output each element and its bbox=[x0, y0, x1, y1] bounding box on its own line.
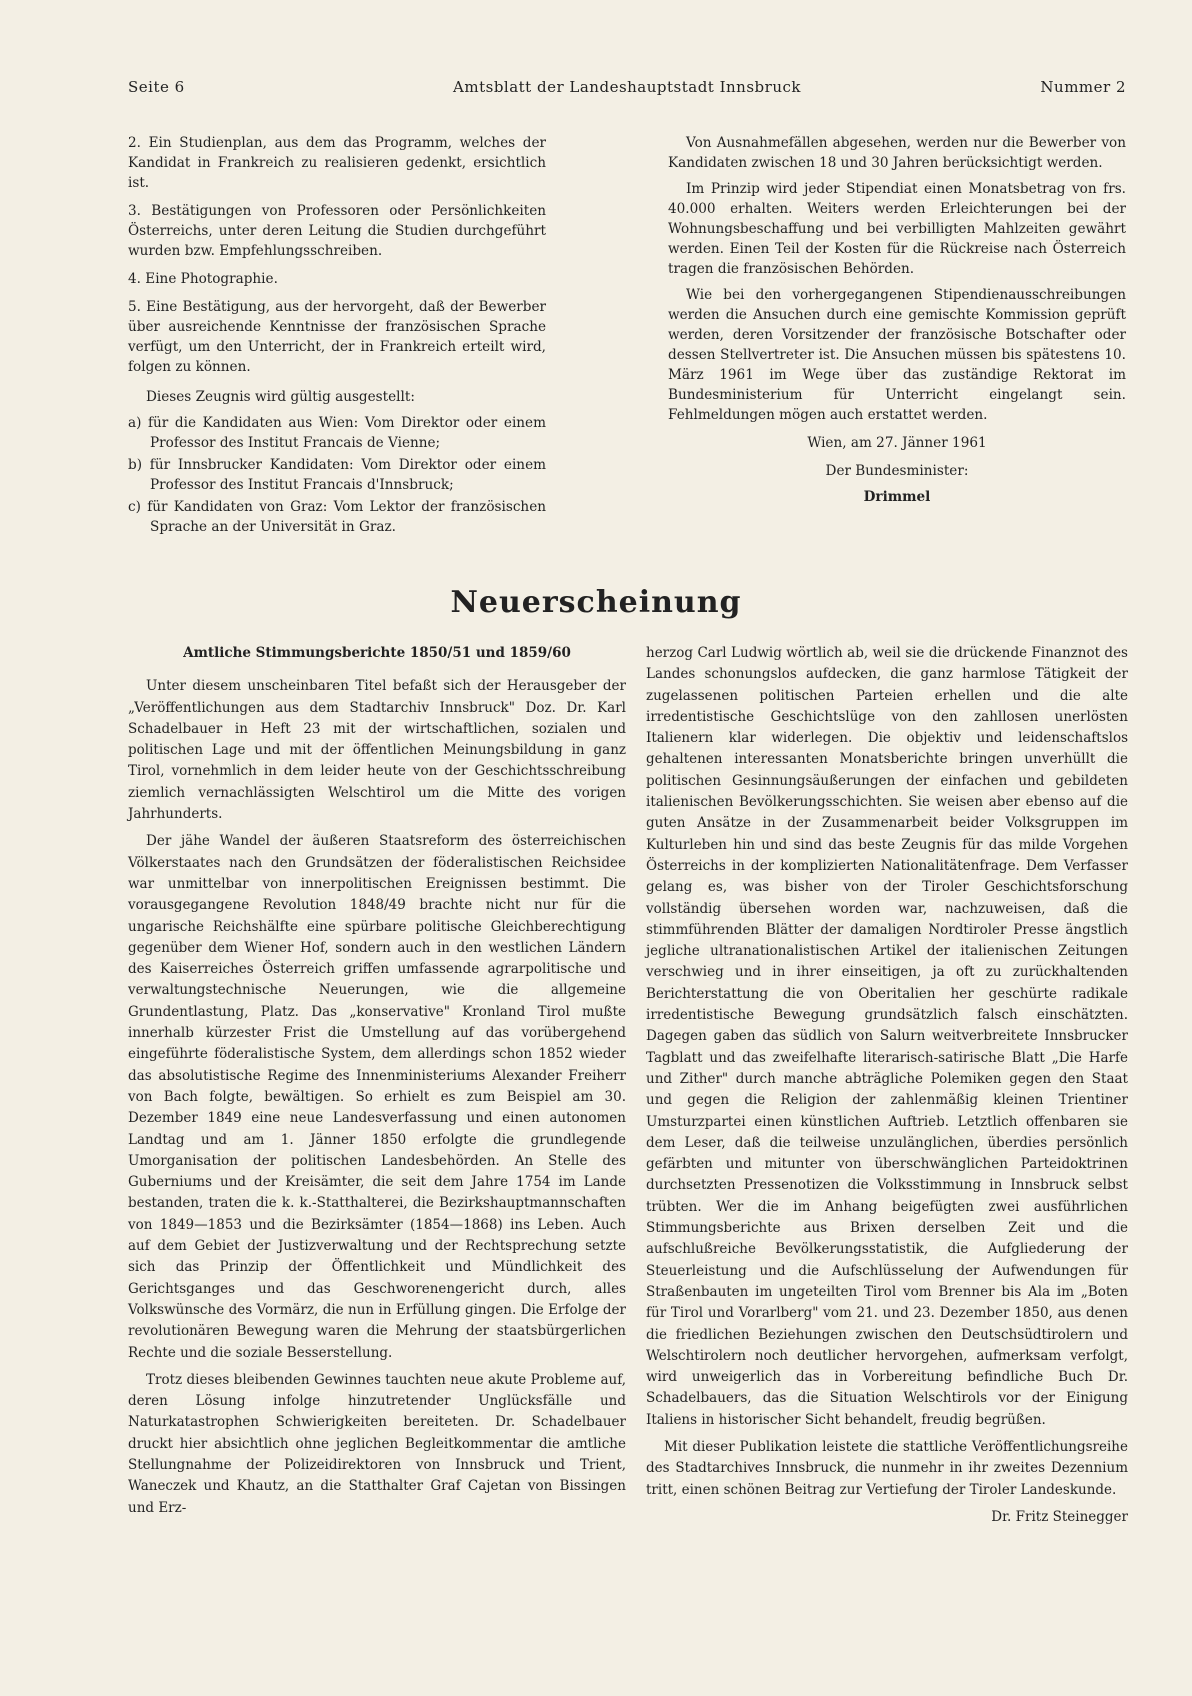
sub-item: b) für Innsbrucker Kandidaten: Vom Direktor oder einem Professor des Institut Francais d'Innsbruck; bbox=[128, 457, 546, 493]
list-item: 2. Ein Studienplan, aus dem das Programm, welches der Kandidat in Frankreich zu realisieren gedenkt, ersichtlich ist. bbox=[128, 135, 546, 191]
paragraph: Der jähe Wandel der äußeren Staatsreform des österreichischen Völkerstaates nach den Grundsätzen der föderalistischen Reichsidee war unmittelbar von innerpolitischen Ereignissen bestimmt. Die vorausgegangene Revolution 1848/49 brachte nicht nur für die ungarische Reichshälfte eine spürbare politische Gleichberechtigung gegenüber dem Wiener Hof, sondern auch in den westlichen Ländern des Kaiserreiches Österreich griffen umfassende agrarpolitische und verwaltungstechnische Neuerungen, wie die allgemeine Grundentlastung, Platz. Das „konservative" Kronland Tirol mußte innerhalb kürzester Frist die Umstellung auf das vorübergehend eingeführte föderalistische System, dem allerdings schon 1852 wieder das absolutistische Regime des Innenministeriums Alexander Freiherr von Bach folgte, bewältigen. So erhielt es zum Beispiel am 30. Dezember 1849 eine neue Landesverfassung und einen autonomen Landtag und am 1. Jänner 1850 erfolgte die grundlegende Umorganisation der politischen Landesbehörden. An Stelle des Guberniums und der Kreisämter, die seit dem Jahre 1754 im Lande bestanden, traten die k. k.-Statthalterei, die Bezirkshauptmannschaften von 1849—1853 und die Bezirksämter (1854—1868) ins Leben. Auch auf dem Gebiet der Justizverwaltung und der Rechtsprechung setzte sich das Prinzip der Öffentlichkeit und Mündlichkeit des Gerichtsganges und das Geschworenengericht durch, alles Volkswünsche des Vormärz, die nun in Erfüllung gingen. Die Erfolge der revolutionären Bewegung waren die Mehrung der staatsbürgerlichen Rechte und die soziale Besserstellung. bbox=[128, 833, 626, 1361]
article-author: Dr. Fritz Steinegger bbox=[991, 1508, 1128, 1525]
article-left-column bbox=[128, 643, 626, 1525]
paragraph: Trotz dieses bleibenden Gewinnes tauchten neue akute Probleme auf, deren Lösung infolge hinzutretender Unglücksfälle und Naturkatastrophen Schwierigkeiten bereiteten. Dr. Schadelbauer druckt hier absichtlich ohne jeglichen Begleitkommentar die amtliche Stellungnahme der Polizeidirektoren von Innsbruck und Trient, Waneczek und Khautz, an die Statthalter Graf Cajetan von Bissingen und Erz- bbox=[128, 1371, 626, 1516]
paragraph: Im Prinzip wird jeder Stipendiat einen Monatsbetrag von frs. 40.000 erhalten. Weiters werden Erleichterungen bei der Wohnungsbeschaffung und bei verbilligten Mahlzeiten gewährt werden. Einen Teil der Kosten für die Rückreise nach Österreich tragen die französischen Behörden. bbox=[668, 181, 1126, 277]
paragraph: Von Ausnahmefällen abgesehen, werden nur die Bewerber von Kandidaten zwischen 18 und 30 Jahren berücksichtigt werden. bbox=[668, 135, 1126, 171]
top-left-column bbox=[128, 133, 546, 539]
list-item: 3. Bestätigungen von Professoren oder Persönlichkeiten Österreichs, unter deren Leitung die Studien durchgeführt wurden bzw. Empfehlungsschreiben. bbox=[128, 203, 546, 259]
sub-item: a) für die Kandidaten aus Wien: Vom Direktor oder einem Professor des Institut Francais de Vienne; bbox=[128, 415, 546, 451]
publication-title: Amtsblatt der Landeshauptstadt Innsbruck bbox=[453, 78, 801, 96]
top-right-column bbox=[668, 133, 1126, 513]
page-number: Seite 6 bbox=[128, 78, 185, 96]
sub-item: c) für Kandidaten von Graz: Vom Lektor der französischen Sprache an der Universität in Graz. bbox=[128, 499, 546, 535]
article-heading: Amtliche Stimmungsberichte 1850/51 und 1859/60 bbox=[183, 645, 571, 661]
section-title: Neuerscheinung bbox=[450, 585, 742, 620]
zeugnis-intro: Dieses Zeugnis wird gültig ausgestellt: bbox=[146, 389, 415, 405]
signer-name: Drimmel bbox=[863, 489, 931, 505]
paragraph: Wie bei den vorhergegangenen Stipendienausschreibungen werden die Ansuchen durch eine gemischte Kommission geprüft werden, deren Vorsitzender der französische Botschafter oder dessen Stellvertreter ist. Die Ansuchen müssen bis spätestens 10. März 1961 im Wege über das zuständige Rektorat im Bundesministerium für Unterricht eingelangt sein. Fehlmeldungen mögen auch erstattet werden. bbox=[668, 287, 1126, 423]
paragraph: Unter diesem unscheinbaren Titel befaßt sich der Herausgeber der „Veröffentlichungen aus dem Stadtarchiv Innsbruck" Doz. Dr. Karl Schadelbauer in Heft 23 mit der wirtschaftlichen, sozialen und politischen Lage und mit der öffentlichen Meinungsbildung in ganz Tirol, vornehmlich in dem leider heute von der Geschichtsschreibung ziemlich vernachlässigten Welschtirol um die Mitte des vorigen Jahrhunderts. bbox=[128, 678, 626, 823]
page-header bbox=[128, 78, 1126, 102]
list-item: 4. Eine Photographie. bbox=[128, 271, 278, 287]
article-right-column bbox=[646, 643, 1128, 1534]
signer-title: Der Bundesminister: bbox=[825, 463, 969, 479]
paragraph: Mit dieser Publikation leistete die stattliche Veröffentlichungsreihe des Stadtarchives Innsbruck, die nunmehr in ihr zweites Dezennium tritt, einen schönen Beitrag zur Vertiefung der Tiroler Landeskunde. bbox=[646, 1438, 1128, 1498]
issue-number: Nummer 2 bbox=[1040, 78, 1126, 96]
list-item: 5. Eine Bestätigung, aus der hervorgeht, daß der Bewerber über ausreichende Kenntnisse der französischen Sprache verfügt, um den Unterricht, der in Frankreich erteilt wird, folgen zu können. bbox=[128, 299, 546, 375]
paragraph: herzog Carl Ludwig wörtlich ab, weil sie die drückende Finanznot des Landes schonungslos aufdecken, die ganz harmlose Tätigkeit der zugelassenen politischen Parteien erhellen und die alte irredentistische Geschichtslüge von den zahllosen unerlösten Italienern klar widerlegen. Die objektiv und leidenschaftslos gehaltenen interessanten Monatsberichte bringen unverhüllt die politischen Gesinnungsäußerungen der einfachen und gebildeten italienischen Bevölkerungsschichten. Sie weisen aber ebenso auf die guten Ansätze in der Zusammenarbeit beider Volksgruppen im Kulturleben hin und sind das beste Zeugnis für das milde Vorgehen Österreichs in der komplizierten Nationalitätenfrage. Dem Verfasser gelang es, was bisher von der Tiroler Geschichtsforschung vollständig übersehen worden war, nachzuweisen, daß die stimmführenden Blätter der damaligen Nordtiroler Presse ängstlich jegliche ultranationalistischen Artikel der italienischen Zeitungen verschwieg und in ihrer einseitigen, ja oft zu zurückhaltenden Berichterstattung die von Oberitalien her geschürte radikale irredentistische Bewegung grundsätzlich falsch einschätzten. Dagegen gaben das südlich von Salurn weitverbreitete Innsbrucker Tagblatt und das zweifelhafte literarisch-satirische Blatt „Die Harfe und Zither" durch manche abträgliche Polemiken gegen den Staat und gegen die Religion der zahlenmäßig kleinen Trientiner Umsturzpartei einen künstlichen Auftrieb. Letztlich offenbaren sie dem Leser, daß die teilweise unzulänglichen, überdies persönlich gefärbten und mitunter von überschwänglichen Parteidoktrinen durchsetzten Pressenotizen die Volksstimmung in Innsbruck selbst trübten. Wer die im Anhang beigefügten zwei ausführlichen Stimmungsberichte aus Brixen derselben Zeit und die aufschlußreiche Bevölkerungsstatistik, die Aufgliederung der Steuerleistung und die Aufschlüsselung der Aufwendungen für Straßenbauten im ungeteilten Tirol vom Brenner bis Ala im „Boten für Tirol und Vorarlberg" vom 21. und 23. Dezember 1850, aus denen die friedlichen Beziehungen zwischen den Deutschsüdtirolern und Welschtirolern noch deutlicher hervorgehen, aufmerksam verfolgt, wird unweigerlich das in Vorbereitung befindliche Buch Dr. Schadelbauers, das die Situation Welschtirols vor der Einigung Italiens in historischer Sicht behandelt, freudig begrüßen. bbox=[646, 645, 1128, 1428]
date-line: Wien, am 27. Jänner 1961 bbox=[807, 435, 987, 451]
